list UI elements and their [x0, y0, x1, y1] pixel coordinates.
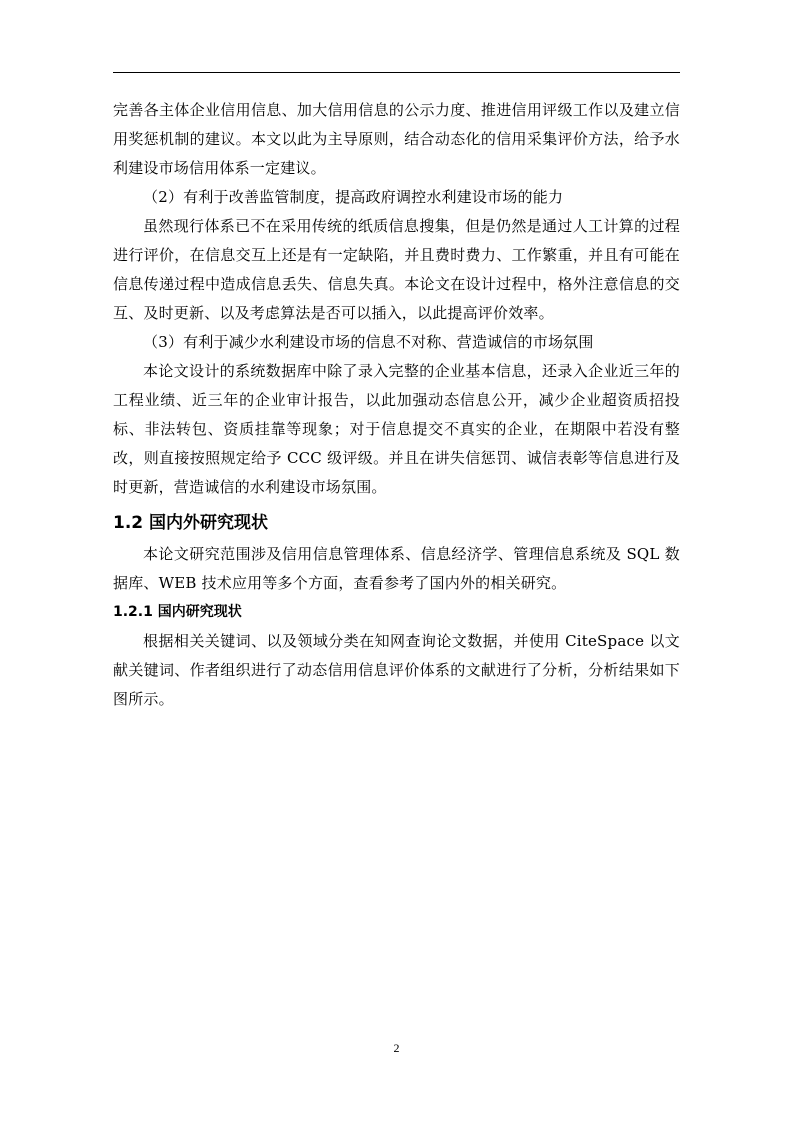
- paragraph-continuation: 完善各主体企业信用信息、加大信用信息的公示力度、推进信用评级工作以及建立信用奖惩机制的建议。本文以此为主导原则，结合动态化的信用采集评价方法，给予水利建设市场信用体系一定建议。: [113, 101, 680, 177]
- page-number: 2: [393, 1041, 400, 1055]
- section-1-2-1-body: 根据相关关键词、以及领域分类在知网查询论文数据，并使用 CiteSpace 以文献关键词、作者组织进行了动态信用信息评价体系的文献进行了分析，分析结果如下图所示。: [113, 632, 680, 708]
- document-body: [113, 96, 680, 714]
- section-1-2-body: 本论文研究范围涉及信用信息管理体系、信息经济学、管理信息系统及 SQL 数据库、WEB 技术应用等多个方面，查看参考了国内外的相关研究。: [113, 545, 680, 592]
- section-heading-1-2: 1.2 国内外研究现状: [113, 513, 269, 533]
- item-3-body: 本论文设计的系统数据库中除了录入完整的企业基本信息，还录入企业近三年的工程业绩、近三年的企业审计报告，以此加强动态信息公开，减少企业超资质招投标、非法转包、资质挂靠等现象；对于信息提交不真实的企业，在期限中若没有整改，则直接按照规定给予 CCC 级评级。并且在讲失信惩罚、诚信表彰等信息进行及时更新，营造诚信的水利建设市场氛围。: [113, 362, 680, 496]
- item-2-body: 虽然现行体系已不在采用传统的纸质信息搜集，但是仍然是通过人工计算的过程进行评价，在信息交互上还是有一定缺陷，并且费时费力、工作繁重，并且有可能在信息传递过程中造成信息丢失、信息失真。本论文在设计过程中，格外注意信息的交互、及时更新、以及考虑算法是否可以插入，以此提高评价效率。: [113, 217, 680, 322]
- header-rule: [113, 72, 680, 73]
- section-heading-1-2-1: 1.2.1 国内研究现状: [113, 604, 242, 620]
- item-3-title: （3）有利于减少水利建设市场的信息不对称、营造诚信的市场氛围: [143, 333, 594, 351]
- item-2-title: （2）有利于改善监管制度，提高政府调控水利建设市场的能力: [143, 188, 564, 206]
